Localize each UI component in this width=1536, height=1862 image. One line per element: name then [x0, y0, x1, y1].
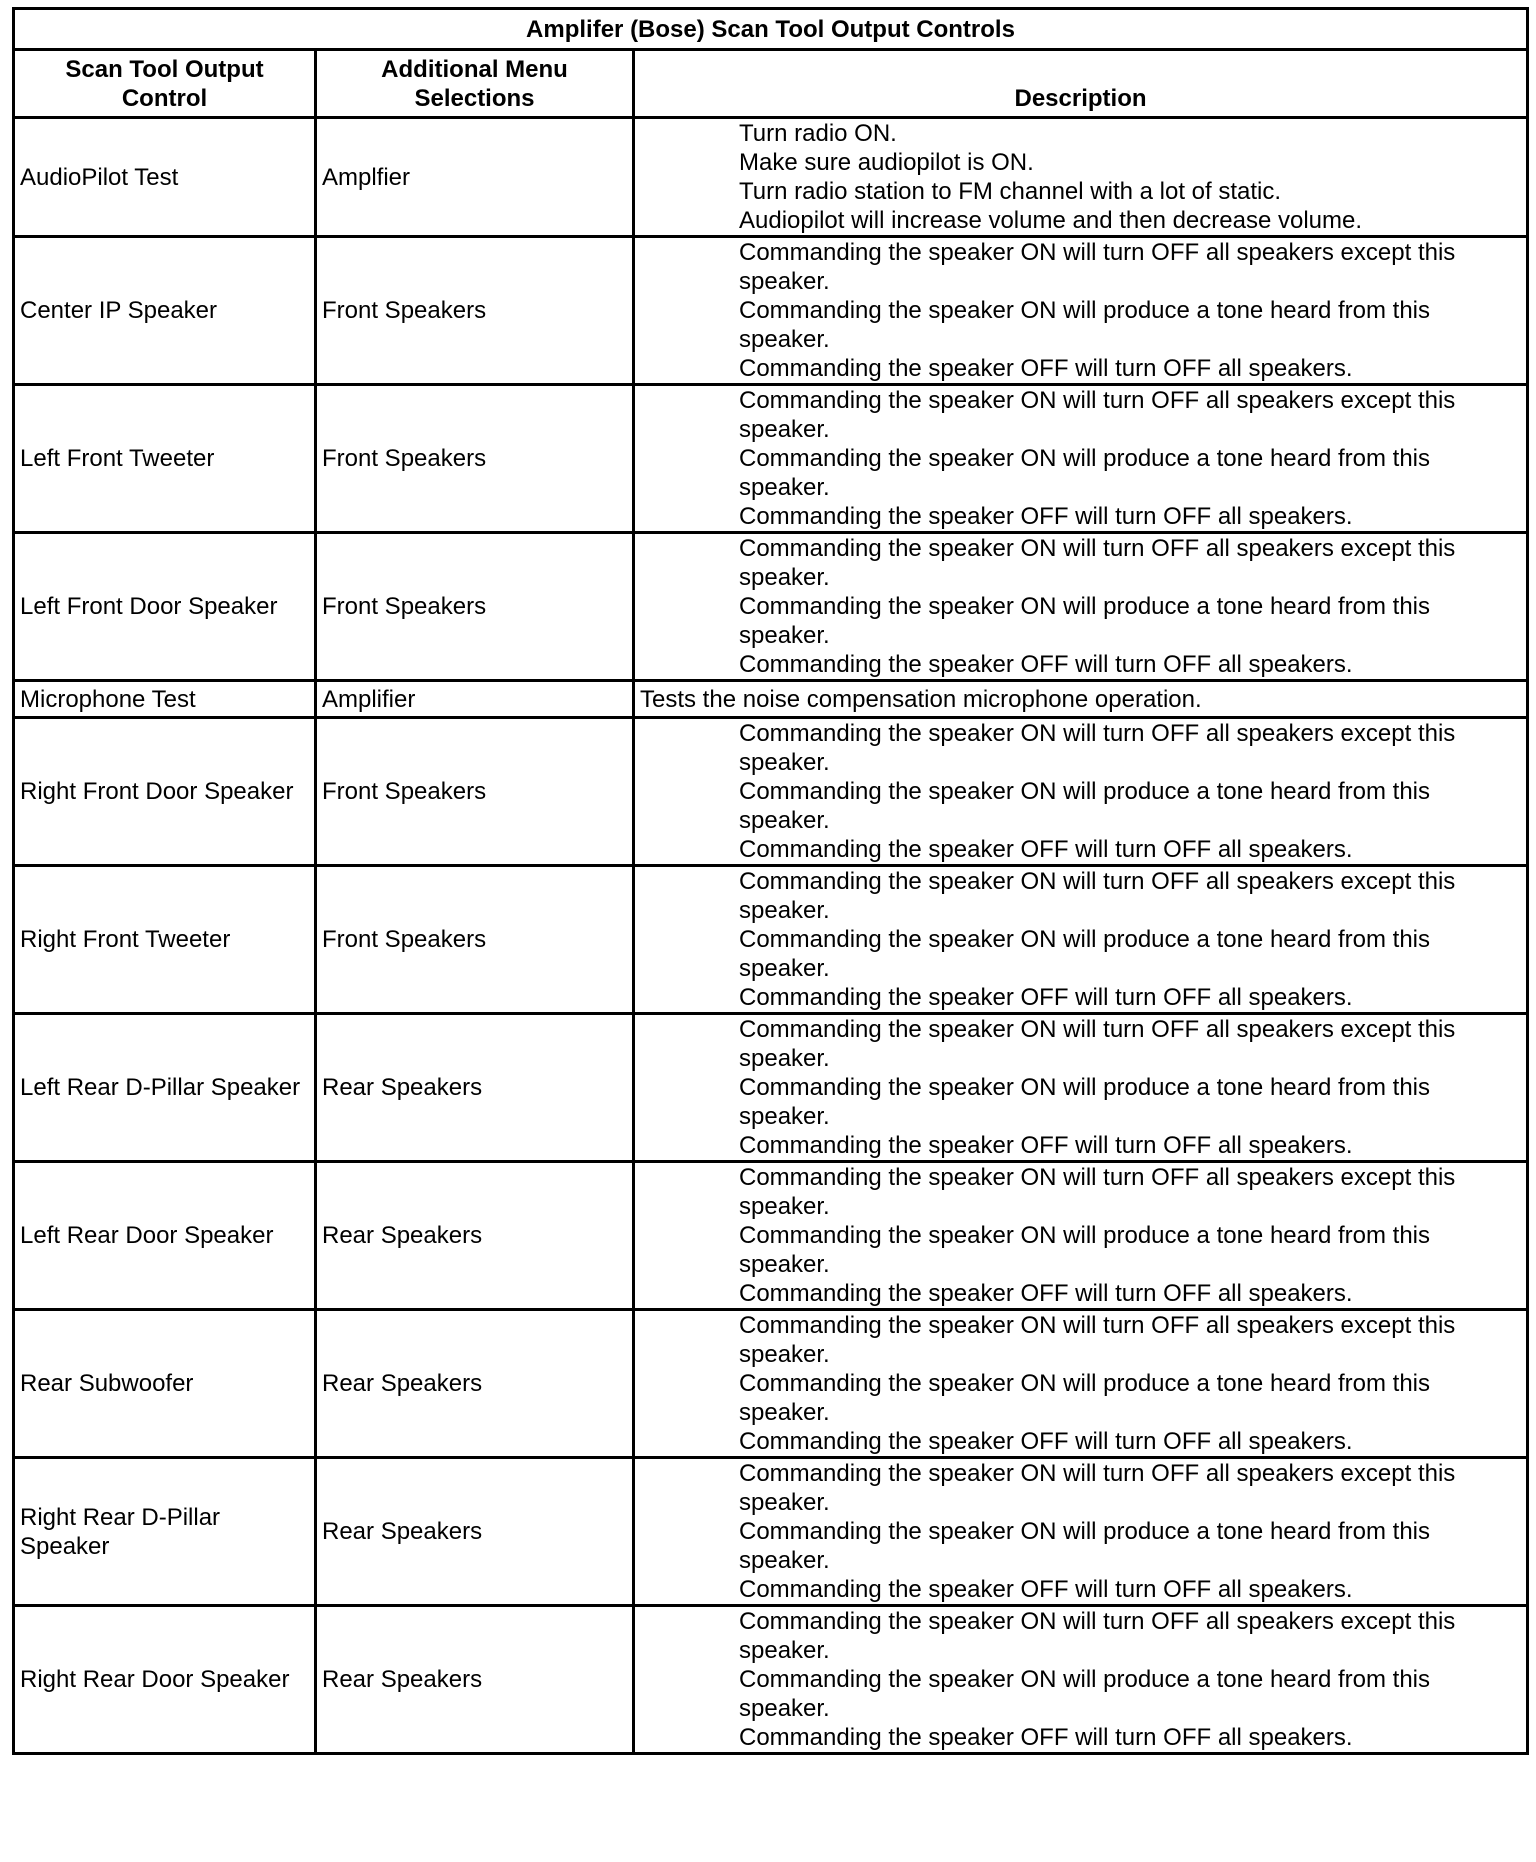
- description-line: Commanding the speaker ON will turn OFF all speakers except this speaker.: [739, 387, 1456, 443]
- control-cell: Left Front Door Speaker: [14, 533, 316, 681]
- control-cell: Microphone Test: [14, 681, 316, 718]
- description-line: Commanding the speaker OFF will turn OFF all speakers.: [739, 651, 1353, 678]
- output-controls-table: [12, 7, 1529, 1755]
- table-row: [14, 385, 1528, 533]
- description-line: Commanding the speaker OFF will turn OFF all speakers.: [739, 836, 1353, 863]
- description-cell: [634, 1606, 1528, 1754]
- control-cell: Left Rear D-Pillar Speaker: [14, 1014, 316, 1162]
- description-block: [739, 867, 1521, 1012]
- description-line: Commanding the speaker ON will turn OFF all speakers except this speaker.: [739, 868, 1456, 924]
- control-cell: Right Rear D-Pillar Speaker: [14, 1458, 316, 1606]
- menu-selection-cell: Front Speakers: [316, 385, 634, 533]
- description-line: Commanding the speaker ON will produce a tone heard from this speaker.: [739, 1074, 1431, 1130]
- menu-selection-cell: Rear Speakers: [316, 1606, 634, 1754]
- description-line: Commanding the speaker OFF will turn OFF all speakers.: [739, 1576, 1353, 1603]
- description-cell: [634, 718, 1528, 866]
- description-line: Commanding the speaker ON will turn OFF all speakers except this speaker.: [739, 1460, 1456, 1516]
- description-line: Commanding the speaker ON will produce a tone heard from this speaker.: [739, 297, 1431, 353]
- description-line: Turn radio ON.: [739, 120, 897, 147]
- description-line: Commanding the speaker ON will produce a tone heard from this speaker.: [739, 1370, 1431, 1426]
- menu-selection-cell: Rear Speakers: [316, 1162, 634, 1310]
- description-cell: [634, 237, 1528, 385]
- description-cell: [634, 1458, 1528, 1606]
- column-header-description: Description: [634, 50, 1528, 118]
- column-header-row: [14, 50, 1528, 118]
- description-block: [739, 719, 1521, 864]
- table-title: Amplifer (Bose) Scan Tool Output Controls: [14, 9, 1528, 50]
- description-line: Tests the noise compensation microphone operation.: [640, 685, 1202, 713]
- description-line: Commanding the speaker ON will turn OFF all speakers except this speaker.: [739, 720, 1456, 776]
- description-line: Commanding the speaker ON will produce a tone heard from this speaker.: [739, 1518, 1431, 1574]
- description-line: Commanding the speaker ON will produce a tone heard from this speaker.: [739, 778, 1431, 834]
- description-cell: [634, 681, 1528, 718]
- description-line: Commanding the speaker OFF will turn OFF all speakers.: [739, 1428, 1353, 1455]
- control-cell: Rear Subwoofer: [14, 1310, 316, 1458]
- table-row: [14, 237, 1528, 385]
- table-row: [14, 1310, 1528, 1458]
- description-line: Commanding the speaker ON will produce a tone heard from this speaker.: [739, 1666, 1431, 1722]
- control-cell: Right Front Door Speaker: [14, 718, 316, 866]
- table-body: [14, 118, 1528, 1754]
- document-page: [12, 7, 1526, 1755]
- table-row: [14, 1014, 1528, 1162]
- description-line: Commanding the speaker ON will turn OFF all speakers except this speaker.: [739, 1016, 1456, 1072]
- description-block: [739, 1015, 1521, 1160]
- description-line: Commanding the speaker OFF will turn OFF all speakers.: [739, 1724, 1353, 1751]
- table-row: [14, 1606, 1528, 1754]
- description-block: [739, 1459, 1521, 1604]
- description-block: [739, 534, 1521, 679]
- menu-selection-cell: Rear Speakers: [316, 1014, 634, 1162]
- description-block: [739, 386, 1521, 531]
- description-line: Commanding the speaker ON will produce a tone heard from this speaker.: [739, 1222, 1431, 1278]
- control-cell: Left Front Tweeter: [14, 385, 316, 533]
- description-cell: [634, 1162, 1528, 1310]
- description-block: [739, 238, 1521, 383]
- control-cell: Right Front Tweeter: [14, 866, 316, 1014]
- description-block: [739, 1607, 1521, 1752]
- menu-selection-cell: Rear Speakers: [316, 1458, 634, 1606]
- description-cell: [634, 1014, 1528, 1162]
- control-cell: AudioPilot Test: [14, 118, 316, 237]
- description-cell: [634, 866, 1528, 1014]
- description-block: [739, 1163, 1521, 1308]
- description-line: Commanding the speaker ON will turn OFF all speakers except this speaker.: [739, 1164, 1456, 1220]
- table-row: [14, 118, 1528, 237]
- table-row: [14, 718, 1528, 866]
- control-cell: Center IP Speaker: [14, 237, 316, 385]
- description-line: Commanding the speaker OFF will turn OFF all speakers.: [739, 1132, 1353, 1159]
- description-line: Commanding the speaker OFF will turn OFF all speakers.: [739, 1280, 1353, 1307]
- description-line: Commanding the speaker OFF will turn OFF all speakers.: [739, 503, 1353, 530]
- menu-selection-cell: Front Speakers: [316, 866, 634, 1014]
- table-row: [14, 533, 1528, 681]
- description-line: Commanding the speaker ON will turn OFF all speakers except this speaker.: [739, 1312, 1456, 1368]
- description-cell: [634, 533, 1528, 681]
- column-header-control: Scan Tool Output Control: [14, 50, 316, 118]
- menu-selection-cell: Rear Speakers: [316, 1310, 634, 1458]
- control-cell: Right Rear Door Speaker: [14, 1606, 316, 1754]
- description-block: [739, 119, 1521, 235]
- description-line: Commanding the speaker ON will produce a tone heard from this speaker.: [739, 445, 1431, 501]
- description-line: Commanding the speaker ON will turn OFF all speakers except this speaker.: [739, 535, 1456, 591]
- description-line: Turn radio station to FM channel with a lot of static.: [739, 178, 1282, 205]
- table-caption-row: [14, 9, 1528, 50]
- description-line: Commanding the speaker ON will turn OFF all speakers except this speaker.: [739, 239, 1456, 295]
- description-line: Audiopilot will increase volume and then decrease volume.: [739, 207, 1363, 234]
- description-block: [640, 685, 1521, 714]
- description-block: [739, 1311, 1521, 1456]
- description-line: Commanding the speaker OFF will turn OFF all speakers.: [739, 984, 1353, 1011]
- description-cell: [634, 385, 1528, 533]
- menu-selection-cell: Front Speakers: [316, 718, 634, 866]
- description-line: Commanding the speaker OFF will turn OFF all speakers.: [739, 355, 1353, 382]
- description-line: Make sure audiopilot is ON.: [739, 149, 1034, 176]
- menu-selection-cell: Front Speakers: [316, 533, 634, 681]
- menu-selection-cell: Amplifier: [316, 681, 634, 718]
- table-row: [14, 1458, 1528, 1606]
- menu-selection-cell: Amplfier: [316, 118, 634, 237]
- column-header-menu: Additional Menu Selections: [316, 50, 634, 118]
- description-line: Commanding the speaker ON will produce a tone heard from this speaker.: [739, 593, 1431, 649]
- control-cell: Left Rear Door Speaker: [14, 1162, 316, 1310]
- description-line: Commanding the speaker ON will turn OFF all speakers except this speaker.: [739, 1608, 1456, 1664]
- description-line: Commanding the speaker ON will produce a tone heard from this speaker.: [739, 926, 1431, 982]
- menu-selection-cell: Front Speakers: [316, 237, 634, 385]
- table-row: [14, 681, 1528, 718]
- description-cell: [634, 1310, 1528, 1458]
- description-cell: [634, 118, 1528, 237]
- table-row: [14, 866, 1528, 1014]
- table-row: [14, 1162, 1528, 1310]
